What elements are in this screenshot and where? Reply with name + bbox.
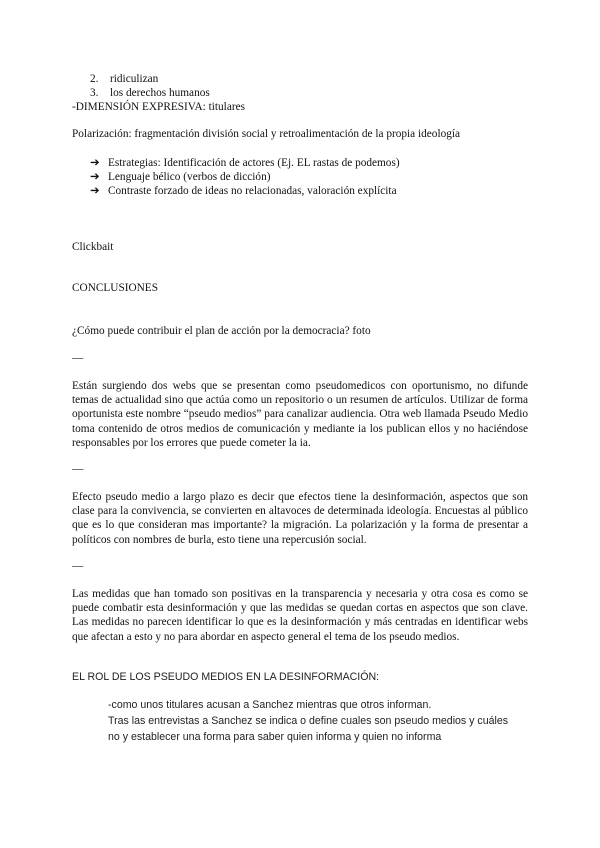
separator: — (72, 463, 84, 475)
list-item (90, 72, 158, 86)
list-text: ridiculizan (110, 73, 159, 85)
list-text: los derechos humanos (110, 87, 210, 99)
list-number: 2. (90, 73, 99, 85)
rol-heading: EL ROL DE LOS PSEUDO MEDIOS EN LA DESINFORMACIÓN: (72, 671, 380, 683)
conclusiones-heading: CONCLUSIONES (72, 282, 158, 294)
list-number: 3. (90, 87, 99, 99)
strategy-item (90, 156, 400, 170)
paragraph-pseudomedios: Están surgiendo dos webs que se presentan como pseudomedicos con oportunismo, no difunde temas de actualidad sino que actúa como un repositorio o un resumen de artículos. Utilizar de forma oportunista este nombre “pseudo medios” para canalizar audiencia. Otra web llamada Pseudo Medio toma contenido de otros medios de comunicación y mediante ia los publican ellos y no haciéndose responsables por los errores que puede cometer la ia. (72, 380, 528, 449)
arrow-icon: ➔ (90, 157, 100, 169)
arrow-icon: ➔ (90, 171, 100, 183)
rol-line: -como unos titulares acusan a Sanchez mientras que otros informan. (108, 699, 432, 711)
arrow-icon: ➔ (90, 185, 100, 197)
clickbait-label: Clickbait (72, 241, 114, 253)
question-line: ¿Cómo puede contribuir el plan de acción por la democracia? foto (72, 325, 371, 337)
list-item (90, 86, 210, 100)
paragraph-medidas: Las medidas que han tomado son positivas en la transparencia y necesaria y otra cosa es como se puede combatir esta desinformación y que las medidas se quedan cortas en aspectos que son clave. Las medidas no parecen identificar lo que es la desinformación y más centradas en identificar webs que afectan a esto y no para abordar en aspecto general el tema de los pseudo medios. (72, 588, 528, 643)
rol-line: no y establecer una forma para saber quien informa y quien no informa (108, 731, 442, 743)
rol-line: Tras las entrevistas a Sanchez se indica o define cuales son pseudo medios y cuáles (108, 715, 509, 727)
strategy-item (90, 170, 270, 184)
strategy-item (90, 184, 397, 198)
separator: — (72, 560, 84, 572)
strategy-text: Estrategias: Identificación de actores (Ej. EL rastas de podemos) (108, 157, 400, 169)
separator: — (72, 352, 84, 364)
strategy-text: Contraste forzado de ideas no relacionadas, valoración explícita (108, 185, 397, 197)
strategy-text: Lenguaje bélico (verbos de dicción) (108, 171, 271, 183)
paragraph-efecto: Efecto pseudo medio a largo plazo es decir que efectos tiene la desinformación, aspectos que son clase para la convivencia, se convierten en altavoces de determinada ideología. Encuestas al público que es lo que consideran mas importante? la migración. La polarización y la forma de presentar a políticos con nombres de burla, esto tiene una repercusión social. (72, 491, 528, 546)
polarizacion-line: Polarización: fragmentación división social y retroalimentación de la propia ideología (72, 128, 461, 140)
dimension-heading: -DIMENSIÓN EXPRESIVA: titulares (72, 101, 246, 113)
